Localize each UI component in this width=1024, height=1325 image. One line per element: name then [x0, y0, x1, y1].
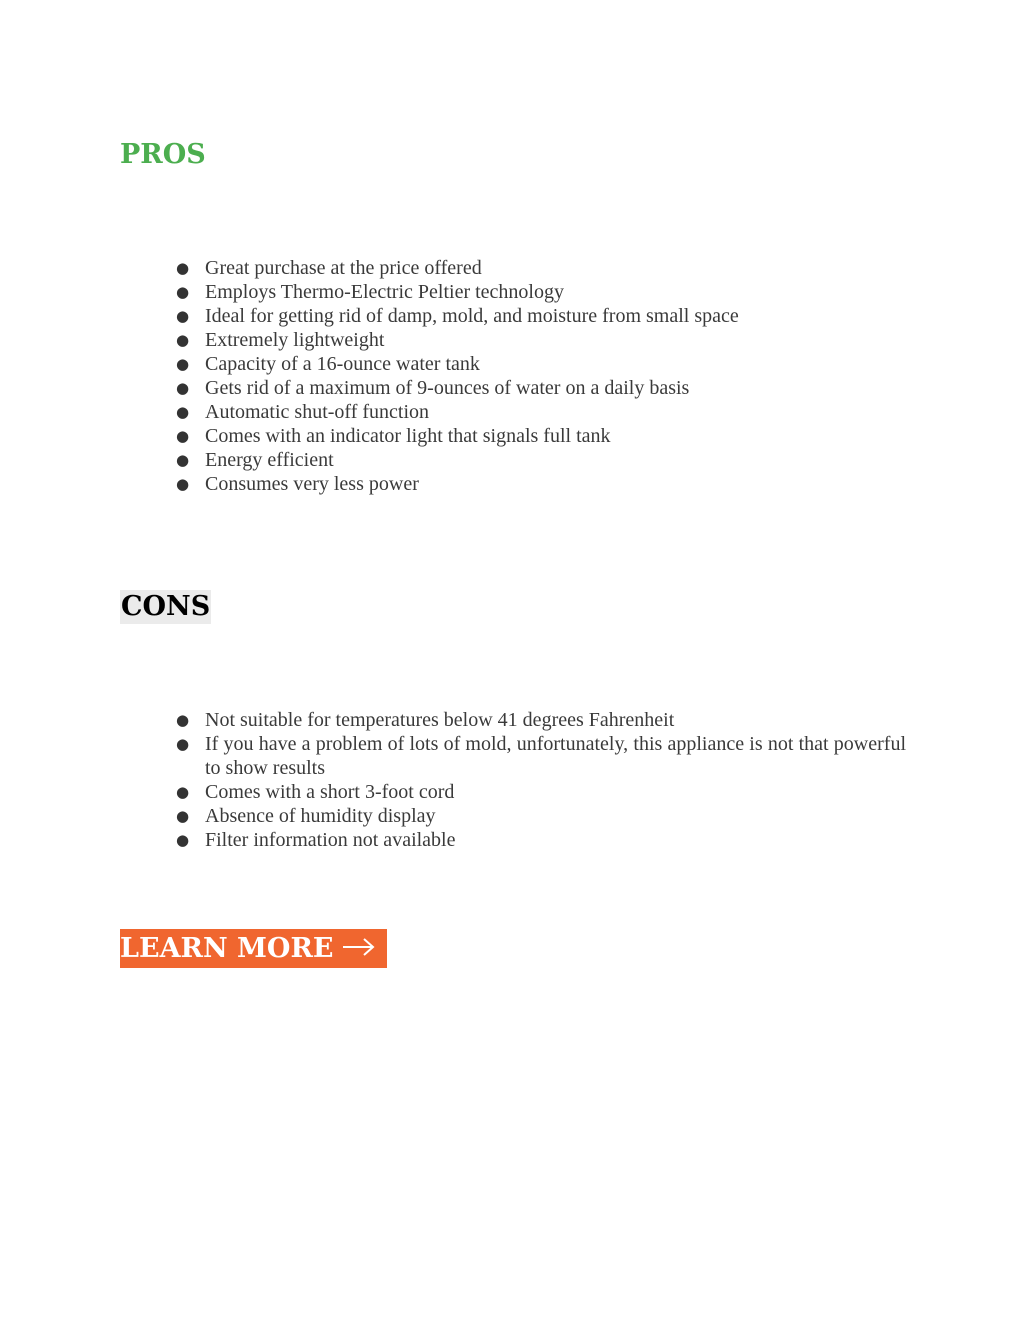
- cons-list-item: ● Filter information not available: [176, 828, 906, 852]
- cons-list-item: ● Not suitable for temperatures below 41 degrees Fahrenheit: [176, 708, 906, 732]
- cons-list-item: ● Absence of humidity display: [176, 804, 906, 828]
- pros-list-item: ● Employs Thermo-Electric Peltier technology: [176, 280, 906, 304]
- arrow-right-icon: [342, 936, 376, 962]
- cons-heading: CONS: [121, 591, 211, 622]
- pros-list-item: ● Consumes very less power: [176, 472, 906, 496]
- pros-list-item: ● Extremely lightweight: [176, 328, 906, 352]
- pros-list-item: ● Comes with an indicator light that signals full tank: [176, 424, 906, 448]
- learn-more-label: LEARN MORE: [120, 933, 334, 964]
- pros-list-item: ● Capacity of a 16-ounce water tank: [176, 352, 906, 376]
- learn-more-button[interactable]: [120, 929, 387, 968]
- pros-list-item: ● Ideal for getting rid of damp, mold, and moisture from small space: [176, 304, 906, 328]
- cons-list-item: ● If you have a problem of lots of mold, unfortunately, this appliance is not that powerful to show results: [176, 732, 906, 780]
- pros-heading: PROS: [120, 139, 206, 170]
- pros-list-item: ● Gets rid of a maximum of 9-ounces of water on a daily basis: [176, 376, 906, 400]
- pros-list: [176, 256, 906, 496]
- cons-list: [176, 708, 906, 852]
- pros-list-item: ● Great purchase at the price offered: [176, 256, 906, 280]
- pros-list-item: ● Energy efficient: [176, 448, 906, 472]
- cons-list-item: ● Comes with a short 3-foot cord: [176, 780, 906, 804]
- pros-list-item: ● Automatic shut-off function: [176, 400, 906, 424]
